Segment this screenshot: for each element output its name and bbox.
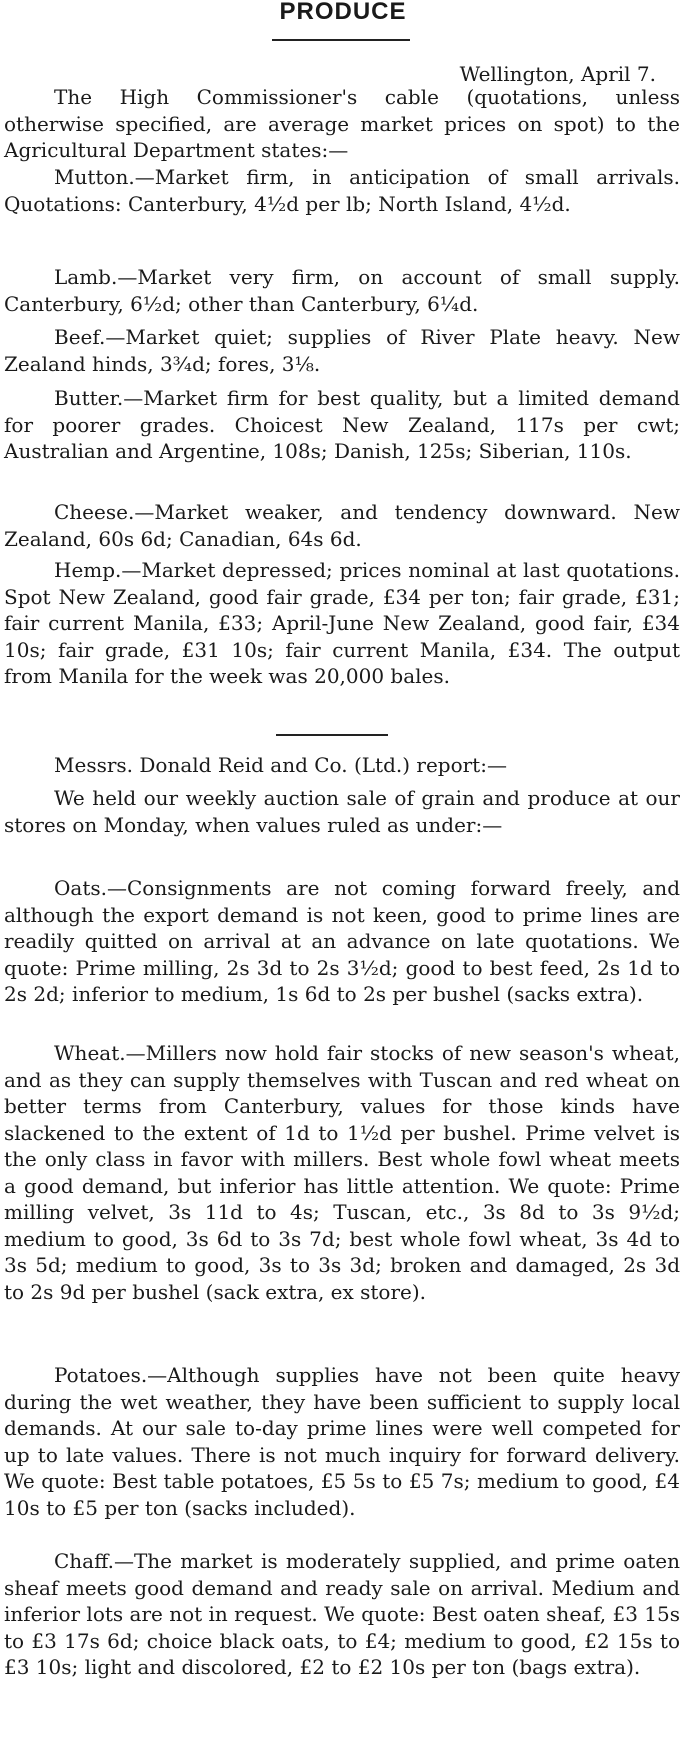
oats-paragraph: Oats.—Consignments are not coming forward freely, and although the export demand is not keen, good to prime lines are readily quitted on arrival at an advance on late quotations. We quote: Prime milling, 2s 3d to 2s 3½d; good to best feed, 2s 1d to 2s 2d; inferior to medium, 1s 6d to 2s per bushel (sacks extra). — [4, 876, 680, 1006]
cable-intro: The High Commissioner's cable (quotations, unless otherwise specified, are average market prices on spot) to the Agricultural Department states:— — [4, 85, 680, 162]
chaff-paragraph: Chaff.—The market is moderately supplied, and prime oaten sheaf meets good demand and ready sale on arrival. Medium and inferior lots are not in request. We quote: Best oaten sheaf, £3 15s to £3 17s 6d; choice black oats, to £4; medium to good, £2 15s to £3 10s; light and discolored, £2 to £2 10s per ton (bags extra). — [4, 1549, 680, 1679]
beef-paragraph: Beef.—Market quiet; supplies of River Plate heavy. New Zealand hinds, 3¾d; fores, 3⅛. — [4, 325, 680, 376]
butter-paragraph: Butter.—Market firm for best quality, but a limited demand for poorer grades. Choicest New Zealand, 117s per cwt; Australian and Argentine, 108s; Danish, 125s; Siberian, 110s. — [4, 386, 680, 463]
cheese-paragraph: Cheese.—Market weaker, and tendency downward. New Zealand, 60s 6d; Canadian, 64s 6d. — [4, 500, 680, 551]
title-rule — [272, 39, 410, 41]
wheat-paragraph: Wheat.—Millers now hold fair stocks of new season's wheat, and as they can supply themselves with Tuscan and red wheat on better terms from Canterbury, values for those kinds have slackened to the extent of 1d to 1½d per bushel. Prime velvet is the only class in favor with millers. Best whole fowl wheat meets a good demand, but inferior has little attention. We quote: Prime milling velvet, 3s 11d to 4s; Tuscan, etc., 3s 8d to 3s 9½d; medium to good, 3s 6d to 3s 7d; best whole fowl wheat, 3s 4d to 3s 5d; medium to good, 3s to 3s 3d; broken and damaged, 2s 3d to 2s 9d per bushel (sack extra, ex store). — [4, 1041, 680, 1304]
section-rule — [276, 734, 388, 736]
potatoes-paragraph: Potatoes.—Although supplies have not been quite heavy during the wet weather, they have been sufficient to supply local demands. At our sale to-day prime lines were well competed for up to late values. There is not much inquiry for forward delivery. We quote: Best table potatoes, £5 5s to £5 7s; medium to good, £4 10s to £5 per ton (sacks included). — [4, 1363, 680, 1520]
hemp-paragraph: Hemp.—Market depressed; prices nominal at last quotations. Spot New Zealand, good fair grade, £34 per ton; fair grade, £31; fair current Manila, £33; April-June New Zealand, good fair, £34 10s; fair grade, £31 10s; fair current Manila, £34. The output from Manila for the week was 20,000 bales. — [4, 558, 680, 688]
report-intro: Messrs. Donald Reid and Co. (Ltd.) report:— — [54, 753, 507, 777]
dateline: Wellington, April 7. — [459, 62, 656, 86]
mutton-paragraph: Mutton.—Market firm, in anticipation of small arrivals. Quotations: Canterbury, 4½d per lb; North Island, 4½d. — [4, 165, 680, 216]
article-title: PRODUCE — [279, 0, 407, 25]
lamb-paragraph: Lamb.—Market very firm, on account of small supply. Canterbury, 6½d; other than Canterbury, 6¼d. — [4, 265, 680, 316]
auction-paragraph: We held our weekly auction sale of grain and produce at our stores on Monday, when values ruled as under:— — [4, 786, 680, 837]
